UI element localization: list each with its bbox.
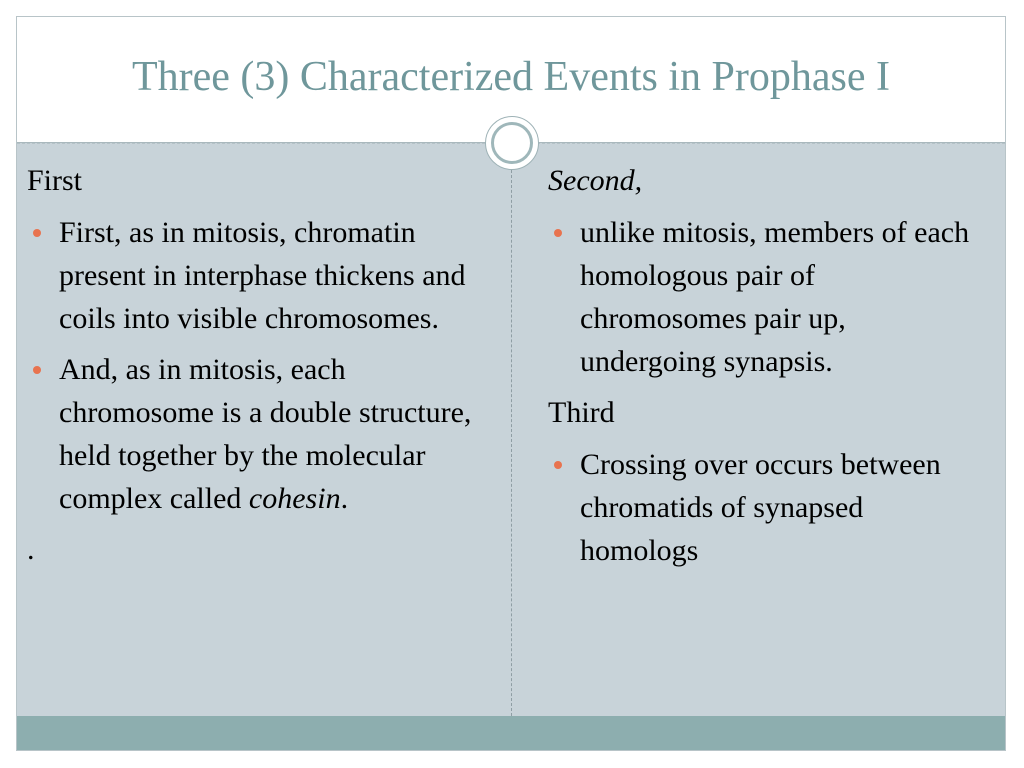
bullet-icon [554, 461, 562, 469]
bullet-item [548, 211, 988, 383]
bullet-icon [554, 229, 562, 237]
slide-title: Three (3) Characterized Events in Prophase I [131, 54, 890, 100]
slide [16, 16, 1006, 751]
trailing-period: . [27, 533, 35, 566]
bullet-text: Crossing over occurs between chromatids of synapsed homologs [580, 448, 941, 567]
footer-band [17, 716, 1005, 751]
right-heading-second: Second, [548, 164, 643, 197]
bullet-suffix: . [340, 482, 349, 515]
right-column [548, 159, 988, 580]
left-heading: First [27, 164, 83, 197]
bullet-icon [33, 229, 41, 237]
bullet-text: unlike mitosis, members of each homologous pair of chromosomes pair up, undergoing synapsis. [580, 216, 970, 378]
bullet-text: And, as in mitosis, each chromosome is a double structure, held together by the molecular complex called [59, 353, 472, 515]
bullet-text: First, as in mitosis, chromatin present in interphase thickens and coils into visible chromosomes. [59, 216, 466, 335]
bullet-icon [33, 366, 41, 374]
left-column [27, 159, 495, 571]
bullet-item [548, 443, 988, 572]
inner-ring-icon [491, 122, 533, 164]
bullet-italic-term: cohesin [248, 482, 341, 515]
right-heading-third: Third [548, 396, 615, 429]
bullet-item [27, 211, 495, 340]
bullet-item [27, 348, 495, 520]
column-divider [511, 170, 512, 716]
